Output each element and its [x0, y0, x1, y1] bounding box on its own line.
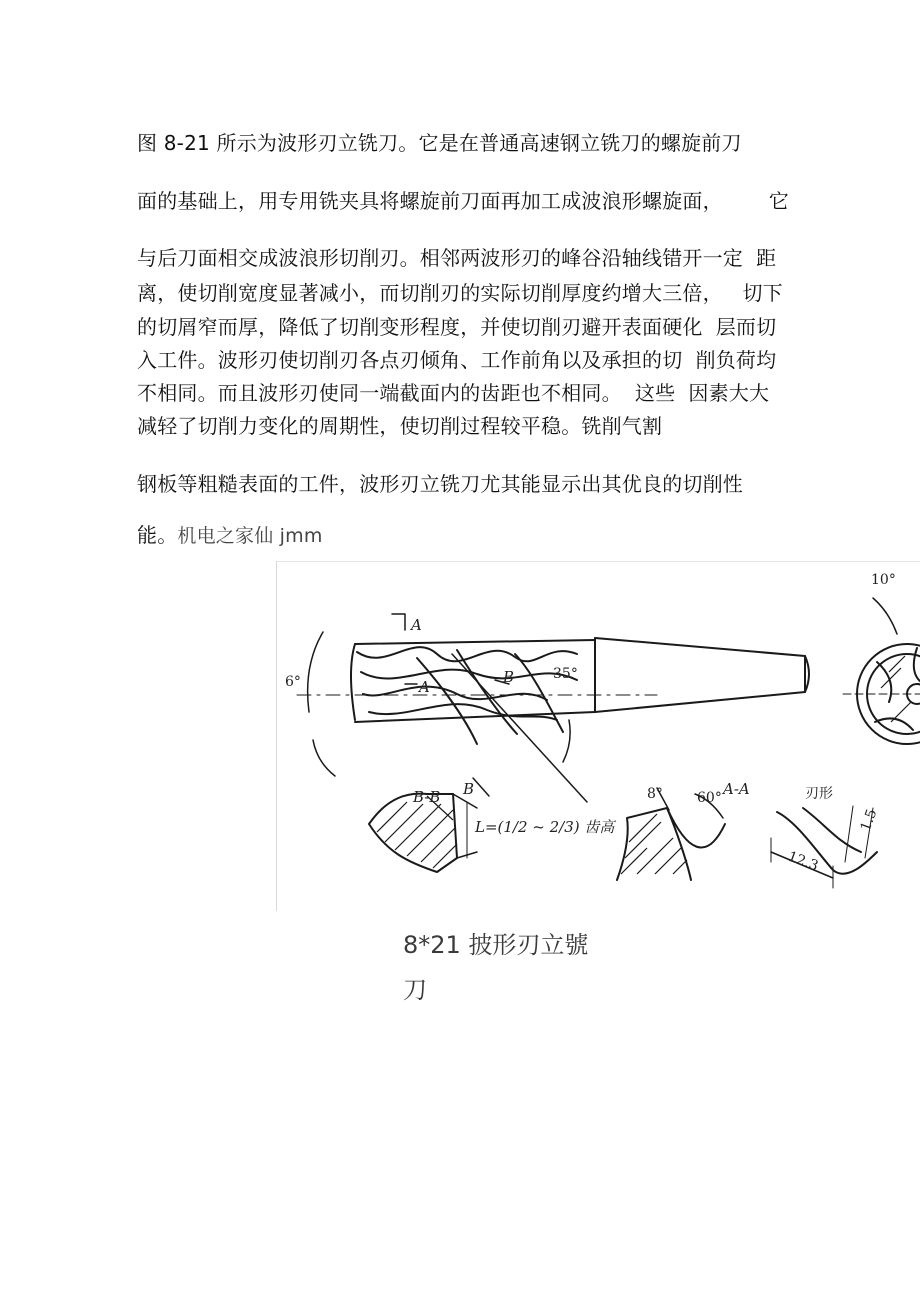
- paragraph-end: 能。: [137, 523, 178, 547]
- paragraph-line-8: 减轻了切削力变化的周期性，使切削过程较平稳。铣削气割: [137, 414, 663, 438]
- angle-6-label: 6°: [285, 674, 301, 690]
- dim-12-3-label: 12.3: [785, 848, 821, 875]
- aa-section-title: A-A: [723, 780, 750, 798]
- section-b-bottom-label: B: [463, 780, 475, 798]
- paragraph-line-2: 面的基础上，用专用铣夹具将螺旋前刀面再加工成波浪形螺旋面， 它: [137, 189, 789, 213]
- angle-35-label: 35°: [553, 666, 578, 682]
- paragraph-line-9: 钢板等粗糙表面的工件，波形刃立铣刀尤其能显示出其优良的切削性: [137, 472, 743, 496]
- watermark-text: 机电之家仙 jmm: [177, 525, 323, 547]
- formula-label: L=(1/2 ~ 2/3) 齿高: [475, 818, 615, 836]
- section-a-top-label: A: [411, 616, 422, 634]
- dim-1-5-label: 1.5: [857, 806, 881, 834]
- paragraph-line-10: [137, 522, 323, 549]
- paragraph-line-1: 图 8-21 所示为波形刃立铣刀。它是在普通高速钢立铣刀的螺旋前刀: [137, 131, 742, 155]
- figure-caption-line-2: 刀: [403, 976, 427, 1004]
- bb-section-title: B-B: [413, 788, 441, 806]
- paragraph-line-7: 不相同。而且波形刃使同一端截面内的齿距也不相同。 这些 因素大大: [137, 381, 770, 405]
- section-a-mid-label: A: [419, 678, 430, 696]
- paragraph-line-6: 入工件。波形刃使切削刃各点刃倾角、工作前角以及承担的切 削负荷均: [137, 348, 777, 372]
- angle-10-label: 10°: [871, 572, 896, 588]
- blade-profile-title: 刃形: [805, 786, 833, 802]
- paragraph-line-3: 与后刀面相交成波浪形切削刃。相邻两波形刃的峰谷沿轴线错开一定 距: [137, 246, 777, 270]
- section-b-top-label: B: [503, 668, 515, 686]
- paragraph-line-4: 离，使切削宽度显著减小，而切削刃的实际切削厚度约增大三倍， 切下: [137, 281, 783, 305]
- angle-8-label: 8°: [647, 786, 663, 802]
- angle-60-label: 60°: [697, 790, 722, 806]
- figure-caption-line-1: 8*21 披形刃立號: [403, 931, 589, 959]
- milling-cutter-figure: [276, 561, 920, 911]
- cutter-drawing: [277, 562, 920, 911]
- paragraph-line-5: 的切屑窄而厚，降低了切削变形程度，并使切削刃避开表面硬化 层而切: [137, 315, 777, 339]
